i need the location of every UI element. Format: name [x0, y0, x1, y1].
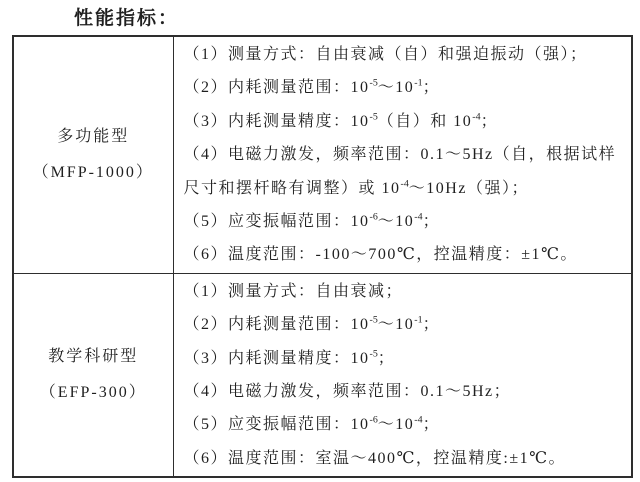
spec-line: （5）应变振幅范围：$10^{-6}\sim 10^{-4}$； — [183, 415, 441, 434]
spec-cell — [173, 36, 632, 273]
spec-line: （6）温度范围：室温～400℃，控温精度:±1℃。 — [183, 449, 567, 467]
spec-line: （2）内耗测量范围：$10^{-5}\sim 10^{-1}$； — [183, 314, 441, 334]
spec-line: （2）内耗测量范围：$10^{-5}\sim 10^{-1}$； — [183, 78, 441, 97]
page-title: 性能指标： — [74, 8, 180, 29]
spec-line: （6）温度范围：-100～700℃，控温精度：±1℃。 — [183, 246, 578, 264]
spec-table — [12, 35, 633, 478]
model-cell — [13, 36, 173, 273]
spec-line: （4）电磁力激发，频率范围：0.1～5Hz； — [183, 383, 512, 401]
spec-cell — [173, 273, 632, 477]
model-code: （EFP-300） — [39, 384, 147, 402]
model-cell — [13, 273, 173, 477]
spec-line: （3）内耗测量精度：$10^{-5}$（自）和 $10^{-4}$； — [183, 111, 499, 130]
spec-line: （1）测量方式：自由衰减（自）和强迫振动（强）； — [183, 46, 588, 63]
model-code: （MFP-1000） — [32, 163, 154, 181]
spec-table-body — [13, 36, 632, 477]
spec-line: （3）内耗测量精度：$10^{-5}$； — [183, 348, 396, 367]
spec-line: （5）应变振幅范围：$10^{-6}\sim 10^{-4}$； — [183, 211, 441, 231]
spec-line: （4）电磁力激发，频率范围：0.1～5Hz（自，根据试样尺寸和摆杆略有调整）或 $10^{-4}\sim 10Hz$（强）； — [183, 146, 617, 197]
model-name: 教学科研型 — [48, 348, 139, 366]
spec-line: （1）测量方式：自由衰减； — [183, 282, 404, 300]
table-row — [13, 36, 632, 273]
model-name: 多功能型 — [57, 127, 130, 145]
table-row — [13, 273, 632, 477]
